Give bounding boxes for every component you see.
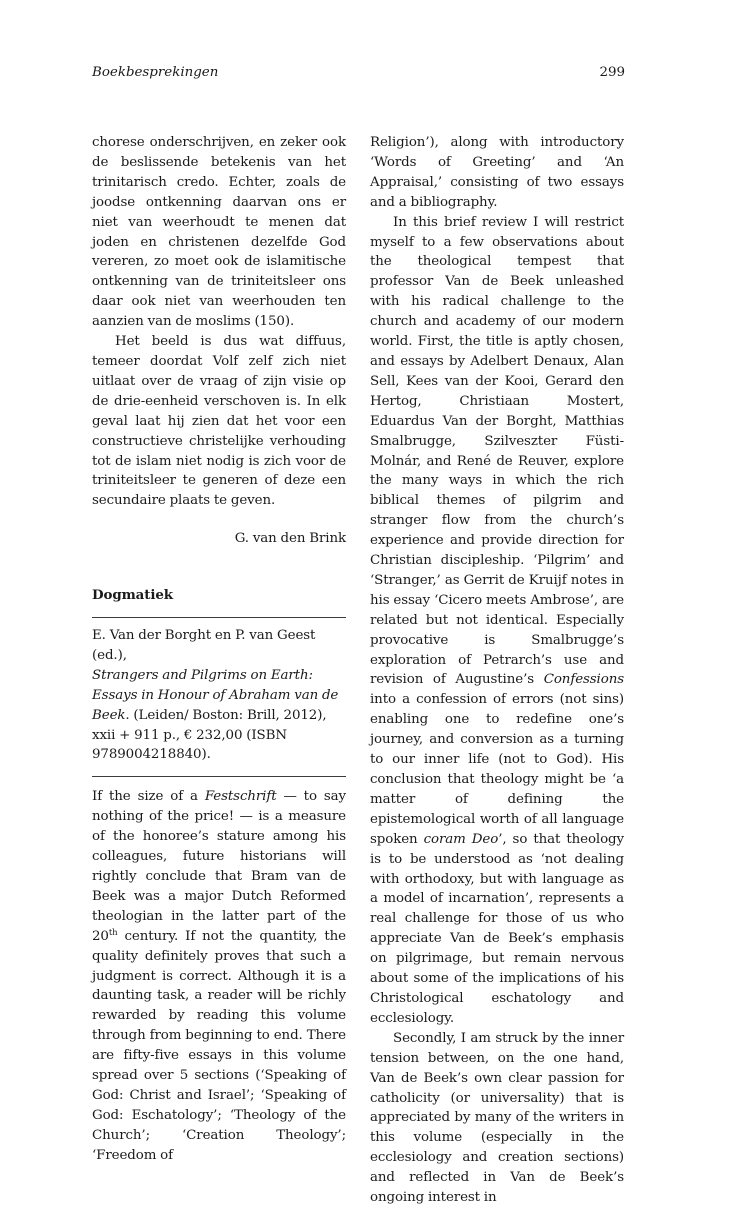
text-run: into a confession of errors (not sins) enabling one to redefine one’s journey, and conversion as a turning to our inner life (not to God). His conclusion that theology might be ‘a matter of defining the epistemological worth of all language spoken (370, 692, 624, 847)
italic-term: coram Deo (423, 831, 499, 847)
text-run: — to say nothing of the price! — is a measure of the honoree’s stature among his colleagues, future historians will rightly conclude that Bram van de Beek was a major Dutch Reformed theologian in the latter part of the 20 (92, 789, 346, 944)
italic-term: Confessions (543, 672, 624, 688)
divider-bottom (92, 776, 346, 777)
left-column (92, 133, 346, 1166)
bib-publication: . (Leiden/ Boston: Brill, 2012), xxii + 911 p., € 232,00 (ISBN 9789004218840). (92, 707, 327, 763)
italic-term: Festschrift (204, 789, 277, 805)
text-run: If the size of a (92, 789, 205, 805)
page-number: 299 (599, 65, 625, 80)
paragraph: Het beeld is dus wat diffuus, temeer doordat Volf zelf zich niet uitlaat over de vraag of zijn visie op de drie-eenheid verschoven is. In elk geval laat hij zien dat het voor een constructieve christelijke verhouding tot de islam niet nodig is zich voor de triniteitsleer te generen of deze een secundaire plaats te geven. (92, 334, 346, 509)
paragraph: Secondly, I am struck by the inner tension between, on the one hand, Van de Beek’s own clear passion for catholicity (or universality) that is appreciated by many of the writers in this volume (especially in the ecclesiology and creation sections) and reflected in Van de Beek’s ongoing interest in (370, 1030, 624, 1206)
review-paragraph (92, 787, 346, 1165)
text-run: century. If not the quantity, the quality definitely proves that such a judgment is correct. Although it is a daunting task, a reader will be richly rewarded by reading this volume through from beginning to end. There are fifty-five essays in this volume spread over 5 sections (‘Speaking of God: Christ and Israel’; ‘Speaking of God: Eschatology’; ‘Theology of the Church’; ‘Creation Theology’; ‘Freedom of (92, 928, 346, 1163)
superscript: th (108, 927, 118, 938)
text-run: In this brief review I will restrict myself to a few observations about the theological tempest that professor Van de Beek unleashed with his radical challenge to the church and academy of our modern world. First, the title is aptly chosen, and essays by Adelbert Denaux, Alan Sell, Kees van der Kooi, Gerard den Hertog, Christiaan Mostert, Eduardus Van der Borght, Matthias Smalbrugge, Szilveszter Füsti-Molnár, and René de Reuver, explore the many ways in which the rich biblical themes of pilgrim and stranger flow from the church’s experience and provide direction for Christian discipleship. ‘Pilgrim’ and ‘Stranger,’ as Gerrit de Kruijf notes in his essay ‘Cicero meets Ambrose’, are related but not identical. Especially provocative is Smalbrugge’s exploration of Petrarch’s use and revision of Augustine’s (370, 214, 624, 688)
section-heading: Dogmatiek (92, 587, 173, 604)
review-signature: G. van den Brink (234, 531, 346, 547)
paragraph-continued: Religion’), along with introductory ‘Words of Greeting’ and ‘An Appraisal,’ consisting of two essays and a bibliography. (370, 135, 624, 210)
paragraph (370, 213, 624, 1029)
paragraph-continued: chorese onderschrijven, en zeker ook de beslissende betekenis van het trinitarisch credo. Echter, zoals de joodse ontkenning daarvan ons er niet van weerhoudt te menen dat joden en christenen dezelfde God vereren, zo moet ook de islamitische ontkenning van de triniteitsleer ons daar ook niet van weerhouden ten aanzien van de moslims (150). (92, 135, 346, 330)
bib-book-title: Strangers and Pilgrims on Earth: Essays in Honour of Abraham van de Beek (92, 667, 339, 723)
running-head-title: Boekbesprekingen (92, 65, 219, 80)
text-run: ’, so that theology is to be understood as ‘not dealing with orthodoxy, but with language as a model of incarnation’, represents a real challenge for those of us who appreciate Van de Beek’s emphasis on pilgrimage, but remain nervous about some of the implications of his Christological eschatology and ecclesiology. (370, 831, 624, 1026)
divider-top (92, 617, 346, 618)
bibliographic-entry (92, 626, 346, 765)
right-column (370, 133, 624, 1208)
bib-editors: E. Van der Borght en P. van Geest (ed.), (92, 628, 316, 663)
